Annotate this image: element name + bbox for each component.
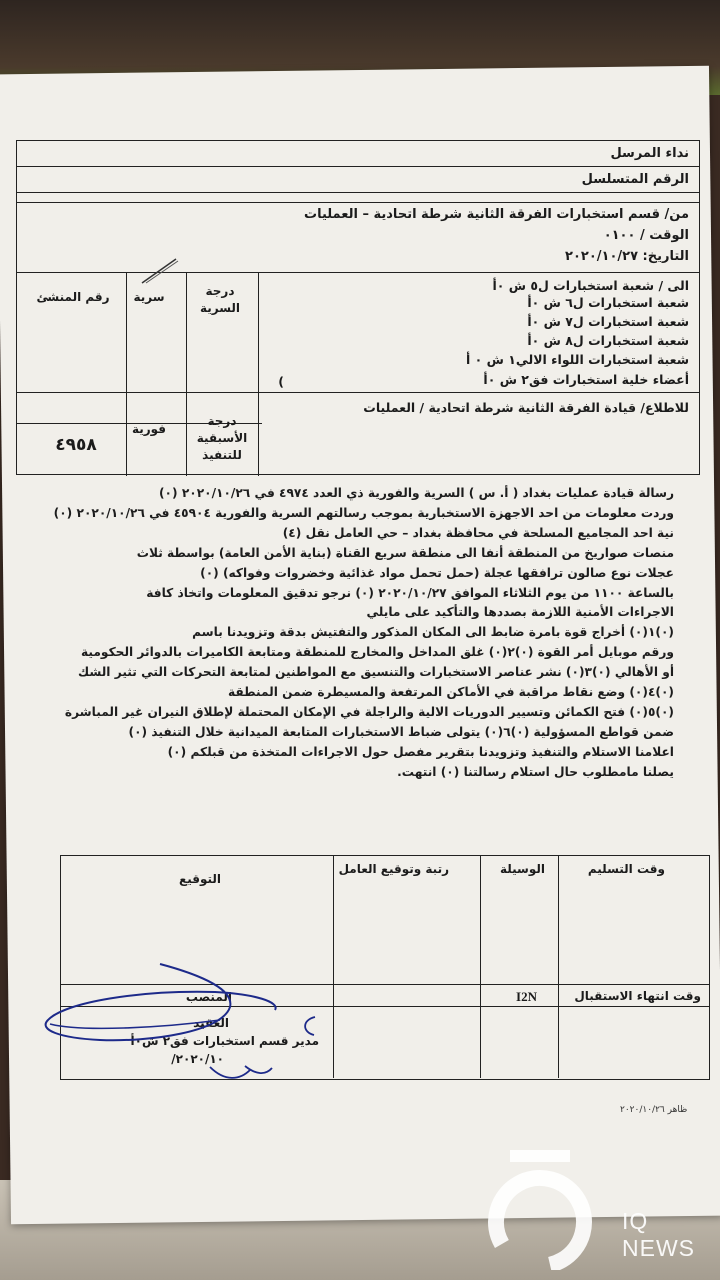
originator-number-value: ٤٩٥٨ xyxy=(55,435,97,455)
caller-row xyxy=(17,141,699,167)
bracket: ) xyxy=(278,374,284,389)
pen-mark-icon xyxy=(140,255,180,285)
urgent-value: فورية xyxy=(131,422,167,436)
from-row xyxy=(17,203,699,273)
col-divider xyxy=(480,856,481,1078)
info-text: للاطلاع/ قيادة الفرقة الثانية شرطة اتحادية / العمليات xyxy=(363,400,689,415)
body-line: (٠)١(٠) أخراج قوة بامرة ضابط الى المكان المذكور والتفتيش بدقة وتزويدنا باسم xyxy=(192,625,674,640)
body-line: يصلنا مامطلوب حال استلام رسالتنا (٠) انتهت. xyxy=(397,764,674,779)
delivery-time-header: وقت التسليم xyxy=(587,862,665,876)
officer-title: مدير قسم استخبارات فق٢ ش٠أ xyxy=(130,1034,319,1048)
signature-header: التوقيع xyxy=(179,872,221,886)
from-text: من/ قسم استخبارات الفرقة الثانية شرطة اتحادية – العمليات xyxy=(304,207,689,222)
footer-note: ظاهر ٢٠٢٠/١٠/٢٦ xyxy=(620,1105,688,1115)
means-value: I2N xyxy=(516,989,537,1004)
reception-end-header: وقت انتهاء الاستقبال xyxy=(574,989,701,1003)
to-label: الى / شعبة استخبارات ل٥ ش ٠أ xyxy=(492,278,689,293)
execution-priority-header: درجة الأسبقية للتنفيذ xyxy=(196,414,248,462)
recipient-line: شعبة استخبارات ل٨ ش ٠أ xyxy=(527,333,689,348)
spacer-row xyxy=(17,193,699,203)
body-line: بالساعة ١١٠٠ من يوم الثلاثاء الموافق ٢٠٢٠/١٠/٢٧ (٠) نرجو تدقيق المعلومات واتخاذ كافة xyxy=(146,585,674,600)
body-line: (٠)٥(٠) فتح الكمائن وتسيير الدوريات الالية والراجلة في الإمكان المحتملة لإطلاق النيران غير المباشرة xyxy=(64,704,674,719)
body-line: أو الأهالي (٠)٣(٠) نشر عناصر الاستخبارات والتنسيق مع المواطنين لمتابعة التحركات التي تثير الشك xyxy=(77,665,674,680)
body-line: ضمن قواطع المسؤولية (٠)٦(٠) يتولى ضباط الاستخبارات المتابعة الميدانية خلال التنفيذ (٠) xyxy=(128,724,674,739)
handwritten-signature-icon xyxy=(40,962,320,1102)
date-text: التاريخ: ٢٠٢٠/١٠/٢٧ xyxy=(565,249,689,264)
originator-number-header: رقم المنشئ xyxy=(36,290,110,304)
col-divider xyxy=(258,273,259,476)
recipient-line: أعضاء خلية استخبارات فق٢ ش ٠أ xyxy=(483,372,689,387)
caller-label: نداء المرسل xyxy=(610,146,689,161)
message-body xyxy=(34,484,674,783)
watermark-text: IQ NEWS xyxy=(622,1208,695,1261)
body-line: اعلامنا الاستلام والتنفيذ وتزويدنا بتقرير مفصل حول الاجراءات المتخذة من قبلكم (٠) xyxy=(167,744,674,759)
rank-value: العقيد xyxy=(193,1016,229,1030)
sign-date: ٢٠٢٠/١٠/ xyxy=(171,1052,224,1066)
secret-value: سرية xyxy=(133,290,165,304)
position-label: المنصب xyxy=(185,990,232,1004)
recipient-line: شعبة استخبارات ل٧ ش ٠أ xyxy=(527,314,689,329)
recipient-line: شعبة استخبارات اللواء الالي١ ش ٠ أ xyxy=(465,352,689,367)
col-divider xyxy=(558,856,559,1078)
body-line: الاجراءات الأمنية اللازمة بصددها والتأكيد على مايلي xyxy=(366,605,674,620)
body-line: (٠)٤(٠) وضع نقاط مراقبة في الأماكن المرتفعة والمسيطرة ضمن المنطقة xyxy=(227,685,674,700)
recipient-line: شعبة استخبارات ل٦ ش ٠أ xyxy=(527,295,689,310)
col-divider xyxy=(333,856,334,1078)
serial-label: الرقم المتسلسل xyxy=(581,172,689,187)
body-line: ورقم موبايل أمر القوة (٠)٢(٠) غلق المداخل والمخارج للمنطقة ومتابعة الكاميرات بالدوائر الحكومية xyxy=(81,645,674,660)
rank-signature-header: رتبة وتوقيع العامل xyxy=(338,862,449,876)
header-form-table xyxy=(16,140,700,475)
body-line: رسالة قيادة عمليات بغداد ( أ. س ) السرية والفورية ذي العدد ٤٩٧٤ في ٢٠٢٠/١٠/٢٦ (٠) xyxy=(158,486,674,500)
secrecy-degree-header: درجة السرية xyxy=(199,284,241,315)
serial-row xyxy=(17,167,699,193)
time-text: الوقت / ٠١٠٠ xyxy=(603,228,689,243)
body-line: منصات صواريخ من المنطقة أنفا الى منطقة سريع القناة (بناية الأمن العامة) بواسطة ثلاث xyxy=(136,545,674,560)
body-line: نية احد المجاميع المسلحة في محافظة بغداد – حي العامل نقل (٤) xyxy=(282,525,674,540)
body-line: عجلات نوع صالون ترافقها عجلة (حمل تحمل مواد غذائية وخضروات وفواكه) (٠) xyxy=(200,565,674,580)
body-line: وردت معلومات من احد الاجهزة الاستخبارية بموجب رسالتهم السرية والفورية ٤٥٩٠٤ في ٢٠٢٠/١٠/٢٦ (٠) xyxy=(53,505,674,520)
means-header: الوسيلة xyxy=(499,862,545,876)
